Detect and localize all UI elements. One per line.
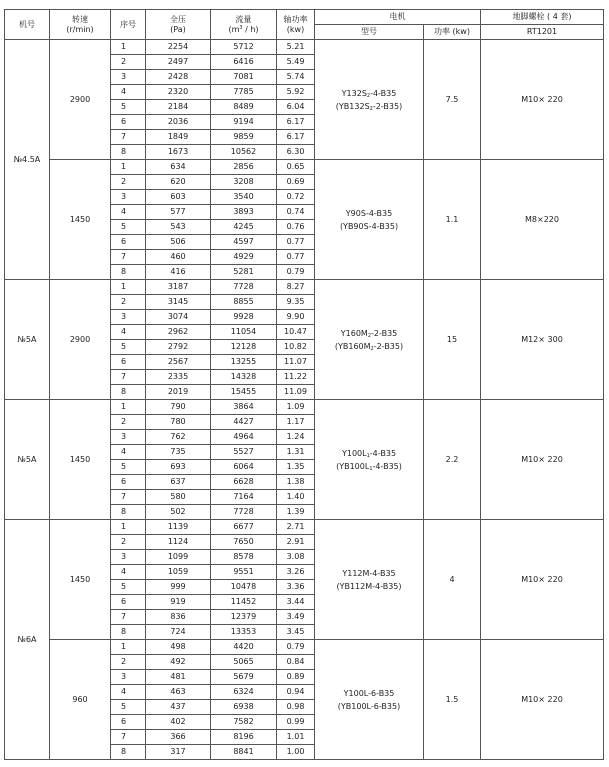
flow-cell: 2856 (211, 160, 277, 175)
pressure-cell: 506 (146, 235, 211, 250)
pressure-cell: 3145 (146, 295, 211, 310)
flow-cell: 8489 (211, 100, 277, 115)
speed-unit: (r/min) (66, 24, 94, 34)
pressure-cell: 919 (146, 595, 211, 610)
table-row (5, 400, 604, 415)
shaft-power-cell: 2.71 (277, 520, 315, 535)
motor-model-cell (315, 640, 424, 760)
seq-cell: 7 (111, 370, 146, 385)
flow-cell: 3893 (211, 205, 277, 220)
flow-cell: 9194 (211, 115, 277, 130)
seq-cell: 7 (111, 610, 146, 625)
seq-cell: 1 (111, 520, 146, 535)
motor-model-text: (YB160M (334, 341, 371, 351)
shaft-power-cell: 0.69 (277, 175, 315, 190)
flow-cell: 3864 (211, 400, 277, 415)
motor-model-suffix: -4-B35 (369, 448, 397, 458)
bolt-cell: M10× 220 (481, 400, 604, 520)
shaft-power-cell: 8.27 (277, 280, 315, 295)
pressure-cell: 1139 (146, 520, 211, 535)
motor-model-sub: 2 (369, 105, 373, 112)
bolt-cell: M8×220 (481, 160, 604, 280)
seq-cell: 2 (111, 295, 146, 310)
seq-cell: 1 (111, 40, 146, 55)
pressure-cell: 2792 (146, 340, 211, 355)
pressure-cell: 620 (146, 175, 211, 190)
flow-cell: 9928 (211, 310, 277, 325)
speed-cell: 2900 (50, 40, 111, 160)
seq-cell: 7 (111, 130, 146, 145)
shaft-power-cell: 3.08 (277, 550, 315, 565)
motor-power-cell: 1.1 (424, 160, 481, 280)
shaft-power-cell: 3.49 (277, 610, 315, 625)
motor-model (315, 567, 423, 580)
motor-model-text: Y160M (340, 328, 368, 338)
col-flow (211, 10, 277, 40)
flow-cell: 10562 (211, 145, 277, 160)
pressure-cell: 693 (146, 460, 211, 475)
motor-model-explosion-proof (315, 580, 423, 593)
shaft-power-cell: 0.65 (277, 160, 315, 175)
flow-cell: 5679 (211, 670, 277, 685)
seq-cell: 3 (111, 550, 146, 565)
pressure-cell: 762 (146, 430, 211, 445)
shaft-power-cell: 9.90 (277, 310, 315, 325)
motor-model-explosion-proof (315, 220, 423, 233)
pressure-unit: (Pa) (170, 24, 186, 34)
flow-cell: 7728 (211, 505, 277, 520)
pressure-cell: 502 (146, 505, 211, 520)
pressure-label: 全压 (170, 15, 186, 25)
flow-cell: 13255 (211, 355, 277, 370)
seq-cell: 4 (111, 685, 146, 700)
flow-cell: 8196 (211, 730, 277, 745)
shaft-power-cell: 9.35 (277, 295, 315, 310)
seq-cell: 4 (111, 205, 146, 220)
pressure-cell: 2962 (146, 325, 211, 340)
flow-cell: 6938 (211, 700, 277, 715)
seq-cell: 7 (111, 250, 146, 265)
motor-model-text: Y112M-4-B35 (342, 568, 396, 578)
seq-cell: 1 (111, 640, 146, 655)
table-row (5, 160, 604, 175)
shaft-power-cell: 11.07 (277, 355, 315, 370)
shaft-power-cell: 1.09 (277, 400, 315, 415)
motor-model-text: (YB132S (335, 101, 370, 111)
table-row (5, 280, 604, 295)
shaft-power-cell: 0.89 (277, 670, 315, 685)
pressure-cell: 437 (146, 700, 211, 715)
motor-model-sub: 2 (366, 92, 371, 99)
flow-cell: 8841 (211, 745, 277, 760)
shaft-power-cell: 1.31 (277, 445, 315, 460)
shaft-power-cell: 5.49 (277, 55, 315, 70)
flow-cell: 8578 (211, 550, 277, 565)
shaft-power-cell: 0.79 (277, 640, 315, 655)
shaft-power-cell: 0.77 (277, 250, 315, 265)
flow-cell: 9859 (211, 130, 277, 145)
shaft-power-cell: 0.99 (277, 715, 315, 730)
flow-cell: 7164 (211, 490, 277, 505)
seq-cell: 4 (111, 565, 146, 580)
speed-cell: 1450 (50, 160, 111, 280)
col-bolt: 地脚螺栓 ( 4 套) (481, 10, 604, 25)
flow-cell: 13353 (211, 625, 277, 640)
seq-cell: 2 (111, 175, 146, 190)
pressure-cell: 637 (146, 475, 211, 490)
pressure-cell: 3187 (146, 280, 211, 295)
shaft-power-cell: 2.91 (277, 535, 315, 550)
col-motor: 电机 (315, 10, 481, 25)
pressure-cell: 580 (146, 490, 211, 505)
pressure-cell: 735 (146, 445, 211, 460)
table-row (5, 40, 604, 55)
motor-model-explosion-proof (315, 100, 423, 113)
flow-cell: 3208 (211, 175, 277, 190)
table-body (5, 40, 604, 760)
flow-cell: 3540 (211, 190, 277, 205)
flow-cell: 6677 (211, 520, 277, 535)
pressure-cell: 2497 (146, 55, 211, 70)
motor-model-suffix: -2-B35) (372, 101, 403, 111)
motor-model-text: (YB100L-6-B35) (337, 701, 401, 711)
pressure-cell: 366 (146, 730, 211, 745)
motor-model (315, 687, 423, 700)
flow-unit-b: / h) (242, 24, 259, 34)
pressure-cell: 463 (146, 685, 211, 700)
shaft-power-cell: 1.38 (277, 475, 315, 490)
flow-cell: 6628 (211, 475, 277, 490)
seq-cell: 3 (111, 70, 146, 85)
speed-label: 转速 (72, 15, 88, 25)
pressure-cell: 999 (146, 580, 211, 595)
motor-power-cell: 15 (424, 280, 481, 400)
shaft-power-unit: (kw) (286, 24, 305, 34)
pressure-cell: 634 (146, 160, 211, 175)
col-seq: 序号 (111, 10, 146, 40)
machine-no-cell: №5A (5, 400, 50, 520)
shaft-power-cell: 0.72 (277, 190, 315, 205)
bolt-cell: M10× 220 (481, 520, 604, 640)
seq-cell: 1 (111, 400, 146, 415)
pressure-cell: 2036 (146, 115, 211, 130)
pressure-cell: 1673 (146, 145, 211, 160)
seq-cell: 8 (111, 745, 146, 760)
shaft-power-cell: 1.39 (277, 505, 315, 520)
pressure-cell: 2567 (146, 355, 211, 370)
motor-model-text: Y100L-6-B35 (343, 688, 395, 698)
seq-cell: 4 (111, 445, 146, 460)
pressure-cell: 724 (146, 625, 211, 640)
table-header (5, 10, 604, 40)
motor-power-cell: 1.5 (424, 640, 481, 760)
seq-cell: 5 (111, 340, 146, 355)
shaft-power-cell: 6.17 (277, 130, 315, 145)
machine-no-cell: №6A (5, 520, 50, 760)
bolt-cell: M10× 220 (481, 640, 604, 760)
seq-cell: 1 (111, 280, 146, 295)
motor-model (315, 87, 423, 100)
seq-cell: 3 (111, 430, 146, 445)
pressure-cell: 481 (146, 670, 211, 685)
bolt-cell: M10× 220 (481, 40, 604, 160)
pressure-cell: 1099 (146, 550, 211, 565)
flow-cell: 4597 (211, 235, 277, 250)
flow-cell: 6064 (211, 460, 277, 475)
seq-cell: 8 (111, 625, 146, 640)
motor-power-cell: 2.2 (424, 400, 481, 520)
seq-cell: 3 (111, 670, 146, 685)
shaft-power-cell: 6.30 (277, 145, 315, 160)
seq-cell: 8 (111, 265, 146, 280)
shaft-power-cell: 5.92 (277, 85, 315, 100)
motor-model (315, 207, 423, 220)
seq-cell: 6 (111, 595, 146, 610)
shaft-power-cell: 6.04 (277, 100, 315, 115)
pressure-cell: 790 (146, 400, 211, 415)
seq-cell: 3 (111, 310, 146, 325)
motor-model-explosion-proof (315, 700, 423, 713)
seq-cell: 6 (111, 355, 146, 370)
flow-cell: 4964 (211, 430, 277, 445)
shaft-power-cell: 0.79 (277, 265, 315, 280)
seq-cell: 6 (111, 115, 146, 130)
seq-cell: 5 (111, 100, 146, 115)
seq-cell: 5 (111, 220, 146, 235)
speed-cell: 2900 (50, 280, 111, 400)
seq-cell: 7 (111, 730, 146, 745)
pressure-cell: 2184 (146, 100, 211, 115)
pressure-cell: 3074 (146, 310, 211, 325)
shaft-power-cell: 0.84 (277, 655, 315, 670)
seq-cell: 7 (111, 490, 146, 505)
shaft-power-cell: 0.94 (277, 685, 315, 700)
flow-cell: 4420 (211, 640, 277, 655)
shaft-power-cell: 0.76 (277, 220, 315, 235)
flow-cell: 8855 (211, 295, 277, 310)
speed-cell: 1450 (50, 400, 111, 520)
shaft-power-cell: 6.17 (277, 115, 315, 130)
pressure-cell: 416 (146, 265, 211, 280)
motor-model-suffix: -4-B35 (370, 88, 397, 98)
col-power: 功率 (kw) (424, 25, 481, 40)
pressure-cell: 492 (146, 655, 211, 670)
flow-cell: 9551 (211, 565, 277, 580)
motor-model-sub: 2 (370, 345, 374, 352)
flow-cell: 7785 (211, 85, 277, 100)
pressure-cell: 317 (146, 745, 211, 760)
shaft-power-cell: 3.26 (277, 565, 315, 580)
machine-no-cell: №5A (5, 280, 50, 400)
motor-model-cell (315, 280, 424, 400)
motor-model (315, 447, 423, 460)
motor-model-cell (315, 40, 424, 160)
motor-model-cell (315, 520, 424, 640)
flow-cell: 5281 (211, 265, 277, 280)
shaft-power-cell: 11.09 (277, 385, 315, 400)
motor-model-text: Y132S (341, 88, 367, 98)
motor-model-suffix: -4-B35) (372, 461, 402, 471)
shaft-power-cell: 10.82 (277, 340, 315, 355)
motor-model-sub: 2 (367, 332, 371, 339)
motor-model-sub: 1 (369, 465, 373, 472)
shaft-power-cell: 1.40 (277, 490, 315, 505)
flow-cell: 7081 (211, 70, 277, 85)
col-machine-no: 机号 (5, 10, 50, 40)
seq-cell: 5 (111, 580, 146, 595)
shaft-power-cell: 11.22 (277, 370, 315, 385)
pressure-cell: 780 (146, 415, 211, 430)
seq-cell: 5 (111, 700, 146, 715)
pressure-cell: 603 (146, 190, 211, 205)
flow-cell: 7582 (211, 715, 277, 730)
seq-cell: 4 (111, 85, 146, 100)
flow-cell: 7728 (211, 280, 277, 295)
motor-model-sub: 1 (366, 452, 370, 459)
flow-cell: 5065 (211, 655, 277, 670)
shaft-power-cell: 1.24 (277, 430, 315, 445)
bolt-cell: M12× 300 (481, 280, 604, 400)
table-row (5, 640, 604, 655)
pressure-cell: 1059 (146, 565, 211, 580)
machine-no-cell: №4.5A (5, 40, 50, 280)
motor-power-cell: 7.5 (424, 40, 481, 160)
flow-cell: 6416 (211, 55, 277, 70)
motor-model-suffix: -2-B35 (371, 328, 398, 338)
flow-cell: 10478 (211, 580, 277, 595)
motor-model-explosion-proof (315, 340, 423, 353)
seq-cell: 1 (111, 160, 146, 175)
seq-cell: 6 (111, 235, 146, 250)
flow-cell: 12379 (211, 610, 277, 625)
motor-model-cell (315, 400, 424, 520)
seq-cell: 2 (111, 655, 146, 670)
shaft-power-cell: 1.17 (277, 415, 315, 430)
pressure-cell: 2320 (146, 85, 211, 100)
col-speed (50, 10, 111, 40)
col-model: 型号 (315, 25, 424, 40)
motor-model-cell (315, 160, 424, 280)
seq-cell: 6 (111, 715, 146, 730)
flow-cell: 15455 (211, 385, 277, 400)
pressure-cell: 1124 (146, 535, 211, 550)
fan-performance-table (4, 9, 604, 760)
flow-label: 流量 (235, 15, 252, 25)
shaft-power-label: 轴功率 (283, 15, 308, 25)
shaft-power-cell: 0.77 (277, 235, 315, 250)
flow-unit-a: (m (228, 24, 240, 34)
motor-model (315, 327, 423, 340)
flow-cell: 14328 (211, 370, 277, 385)
flow-cell: 5527 (211, 445, 277, 460)
pressure-cell: 543 (146, 220, 211, 235)
motor-model-text: Y90S-4-B35 (345, 208, 393, 218)
table-container (4, 9, 604, 760)
shaft-power-cell: 3.36 (277, 580, 315, 595)
shaft-power-cell: 3.44 (277, 595, 315, 610)
pressure-cell: 2428 (146, 70, 211, 85)
motor-model-text: Y100L (341, 448, 367, 458)
shaft-power-cell: 5.21 (277, 40, 315, 55)
speed-cell: 1450 (50, 520, 111, 640)
seq-cell: 8 (111, 145, 146, 160)
shaft-power-cell: 0.74 (277, 205, 315, 220)
pressure-cell: 460 (146, 250, 211, 265)
pressure-cell: 2019 (146, 385, 211, 400)
pressure-cell: 2254 (146, 40, 211, 55)
col-pressure (146, 10, 211, 40)
shaft-power-cell: 1.35 (277, 460, 315, 475)
col-bolt-code: RT1201 (481, 25, 604, 40)
flow-unit (211, 25, 276, 34)
speed-cell: 960 (50, 640, 111, 760)
seq-cell: 4 (111, 325, 146, 340)
shaft-power-cell: 5.74 (277, 70, 315, 85)
pressure-cell: 402 (146, 715, 211, 730)
seq-cell: 3 (111, 190, 146, 205)
motor-model-text: (YB112M-4-B35) (336, 581, 402, 591)
pressure-cell: 1849 (146, 130, 211, 145)
motor-model-suffix: -2-B35) (373, 341, 404, 351)
table-row (5, 520, 604, 535)
seq-cell: 6 (111, 475, 146, 490)
motor-model-text: (YB90S-4-B35) (339, 221, 399, 231)
seq-cell: 2 (111, 55, 146, 70)
shaft-power-cell: 10.47 (277, 325, 315, 340)
seq-cell: 8 (111, 505, 146, 520)
col-shaft-power (277, 10, 315, 40)
seq-cell: 2 (111, 535, 146, 550)
shaft-power-cell: 1.01 (277, 730, 315, 745)
flow-cell: 7650 (211, 535, 277, 550)
flow-cell: 4427 (211, 415, 277, 430)
flow-cell: 4929 (211, 250, 277, 265)
flow-cell: 6324 (211, 685, 277, 700)
flow-unit-sup: 3 (239, 24, 243, 31)
motor-model-text: (YB100L (336, 461, 370, 471)
pressure-cell: 577 (146, 205, 211, 220)
shaft-power-cell: 0.98 (277, 700, 315, 715)
pressure-cell: 498 (146, 640, 211, 655)
seq-cell: 2 (111, 415, 146, 430)
flow-cell: 12128 (211, 340, 277, 355)
seq-cell: 8 (111, 385, 146, 400)
motor-model-explosion-proof (315, 460, 423, 473)
flow-cell: 4245 (211, 220, 277, 235)
flow-cell: 5712 (211, 40, 277, 55)
motor-power-cell: 4 (424, 520, 481, 640)
shaft-power-cell: 1.00 (277, 745, 315, 760)
flow-cell: 11054 (211, 325, 277, 340)
pressure-cell: 2335 (146, 370, 211, 385)
flow-cell: 11452 (211, 595, 277, 610)
pressure-cell: 836 (146, 610, 211, 625)
seq-cell: 5 (111, 460, 146, 475)
shaft-power-cell: 3.45 (277, 625, 315, 640)
